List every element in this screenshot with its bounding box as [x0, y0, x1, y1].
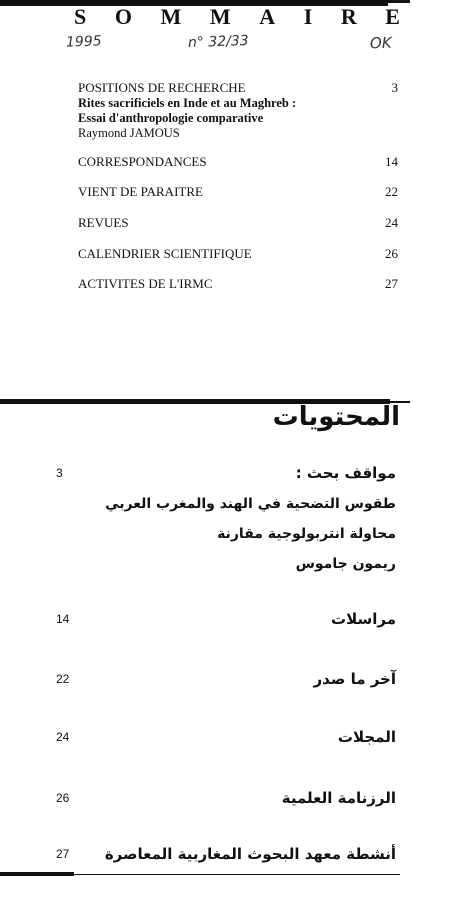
arabic-article-author: ريمون جاموس: [295, 556, 396, 572]
toc-entry-vient-de-paraitre: [78, 184, 398, 200]
sommaire-title: [74, 4, 400, 30]
entry-page: 24: [385, 215, 398, 230]
arabic-toc-entry-correspondances: [56, 610, 396, 634]
entry-label: ACTIVITES DE L'IRMC: [78, 276, 213, 291]
toc-entry-correspondances: [78, 154, 398, 170]
title-letter: I: [303, 4, 313, 29]
entry-label: آخر ما صدر: [313, 670, 396, 688]
entry-page: 27: [56, 847, 70, 861]
entry-page: 3: [391, 80, 398, 95]
arabic-toc-entry-positions: [56, 464, 396, 574]
entry-page: 22: [385, 184, 398, 199]
entry-page: 14: [385, 154, 398, 169]
entry-label: مواقف بحث :: [295, 464, 396, 482]
entry-page: 14: [56, 612, 70, 626]
handwritten-issue: n° 32/33: [187, 32, 249, 52]
arabic-article-title-line-1: طقوس التضحية في الهند والمغرب العربي: [105, 496, 396, 512]
bottom-rule: [0, 872, 74, 876]
toc-entry-revues: [78, 215, 398, 231]
toc-entry-activites: [78, 276, 398, 292]
toc-entry-calendrier: [78, 246, 398, 262]
handwritten-year: 1995: [65, 33, 102, 51]
entry-label: مراسلات: [331, 610, 396, 628]
arabic-title: [70, 402, 400, 442]
title-letter: M: [160, 4, 182, 29]
article-author: Raymond JAMOUS: [78, 126, 180, 140]
arabic-toc-entry-vient-de-paraitre: [56, 670, 396, 694]
arabic-title-text: المحتويات: [272, 402, 400, 432]
entry-label: CORRESPONDANCES: [78, 154, 207, 169]
entry-page: 27: [385, 276, 398, 291]
entry-label: أنشطة معهد البحوث المغاربية المعاصرة: [104, 845, 396, 863]
entry-label: REVUES: [78, 215, 129, 230]
title-letter: A: [259, 4, 276, 29]
entry-label: المجلات: [337, 728, 396, 746]
entry-label: POSITIONS DE RECHERCHE: [78, 80, 246, 95]
handwritten-ok: OK: [369, 33, 392, 53]
arabic-toc-entry-revues: [56, 728, 396, 752]
entry-page: 26: [385, 246, 398, 261]
arabic-article-title-line-2: محاولة انتربولوجية مقارنة: [217, 526, 396, 542]
title-letter: S: [74, 4, 87, 29]
title-letter: M: [209, 4, 231, 29]
toc-entry-positions: [78, 80, 398, 141]
title-letter: O: [114, 4, 132, 29]
entry-page: 3: [56, 466, 63, 480]
arabic-toc-entry-calendrier: [56, 789, 396, 813]
top-rule-end: [388, 0, 410, 3]
entry-label: VIENT DE PARAITRE: [78, 184, 203, 199]
bottom-rule-thin: [74, 874, 400, 875]
title-letter: E: [385, 4, 400, 29]
entry-label: الرزنامة العلمية: [281, 789, 396, 807]
entry-page: 22: [56, 672, 70, 686]
title-letter: R: [340, 4, 357, 29]
article-title-line-2: Essai d'anthropologie comparative: [78, 111, 264, 125]
entry-page: 26: [56, 791, 70, 805]
entry-page: 24: [56, 730, 70, 744]
article-title-line-1: Rites sacrificiels en Inde et au Maghreb :: [78, 96, 297, 110]
entry-label: CALENDRIER SCIENTIFIQUE: [78, 246, 252, 261]
arabic-toc-entry-activites: [56, 845, 396, 869]
